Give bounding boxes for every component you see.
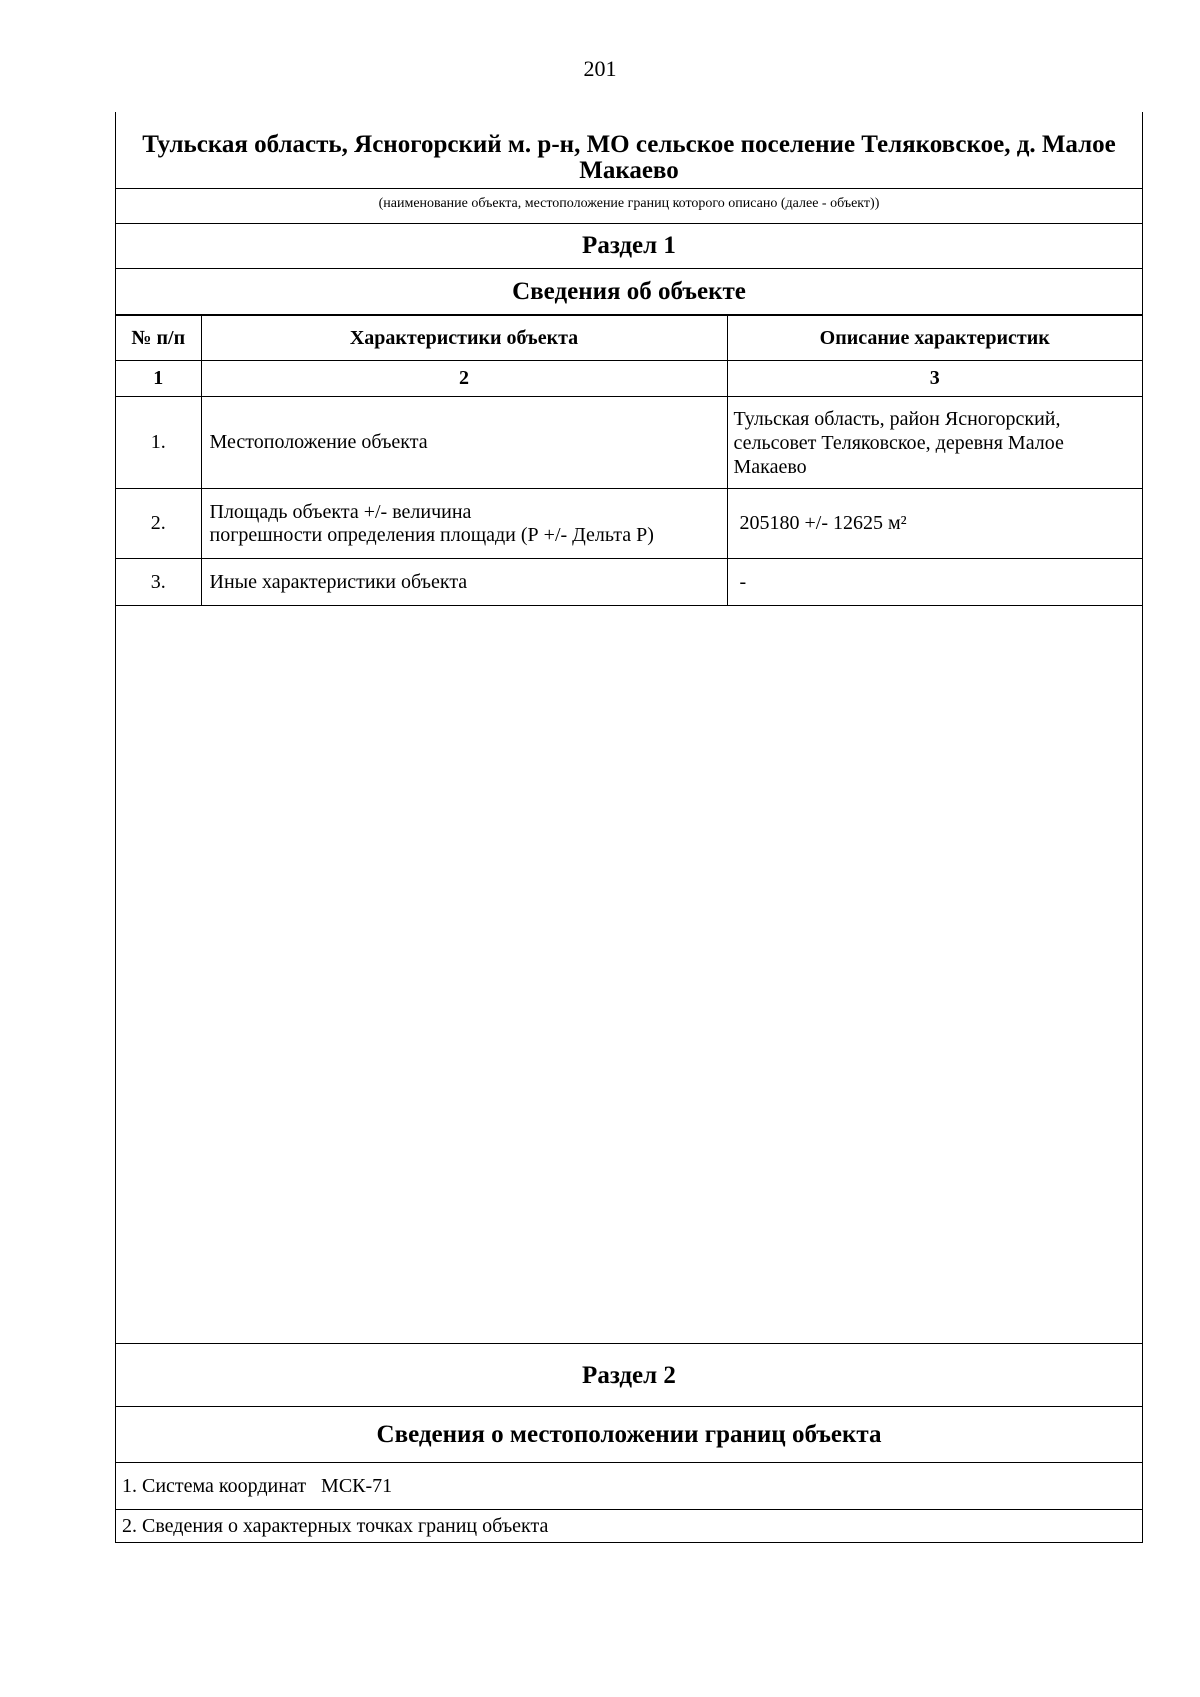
table-row xyxy=(116,489,1142,559)
column-number: 2 xyxy=(201,361,727,397)
table-header-row xyxy=(116,316,1142,361)
column-number-row xyxy=(116,361,1142,397)
column-header: № п/п xyxy=(116,316,201,361)
document-frame xyxy=(115,112,1143,1543)
row-description: - xyxy=(727,559,1142,606)
boundary-points-caption: 2. Сведения о характерных точках границ объекта xyxy=(116,1510,1142,1543)
column-number: 3 xyxy=(727,361,1142,397)
row-description: 205180 +/- 12625 м² xyxy=(727,489,1142,559)
row-number: 2. xyxy=(116,489,201,559)
section-2-heading: Раздел 2 xyxy=(116,1344,1142,1407)
row-characteristic-line: Площадь объекта +/- величина xyxy=(209,500,472,523)
row-number: 3. xyxy=(116,559,201,606)
row-description: Тульская область, район Ясногорский, сельсовет Теляковское, деревня Малое Макаево xyxy=(727,397,1142,489)
object-caption: (наименование объекта, местоположение границ которого описано (далее - объект)) xyxy=(116,189,1142,224)
row-number: 1. xyxy=(116,397,201,489)
page-number: 201 xyxy=(583,56,617,81)
table-row xyxy=(116,397,1142,489)
blank-area xyxy=(116,606,1142,1344)
object-title: Тульская область, Ясногорский м. р-н, МО сельское поселение Теляковское, д. Малое Макаево xyxy=(116,112,1142,189)
row-characteristic: Иные характеристики объекта xyxy=(201,559,727,606)
row-characteristic xyxy=(201,489,727,559)
object-info-table xyxy=(116,315,1142,606)
section-2-subheading: Сведения о местоположении границ объекта xyxy=(116,1407,1142,1463)
column-header: Описание характеристик xyxy=(727,316,1142,361)
column-number: 1 xyxy=(116,361,201,397)
row-characteristic: Местоположение объекта xyxy=(201,397,727,489)
section-1-subheading: Сведения об объекте xyxy=(116,269,1142,315)
row-characteristic-line: погрешности определения площади (Р +/- Дельта Р) xyxy=(209,523,654,546)
section-1-heading: Раздел 1 xyxy=(116,224,1142,269)
coordinate-system: 1. Система координат МСК-71 xyxy=(116,1463,1142,1510)
table-row xyxy=(116,559,1142,606)
column-header: Характеристики объекта xyxy=(201,316,727,361)
